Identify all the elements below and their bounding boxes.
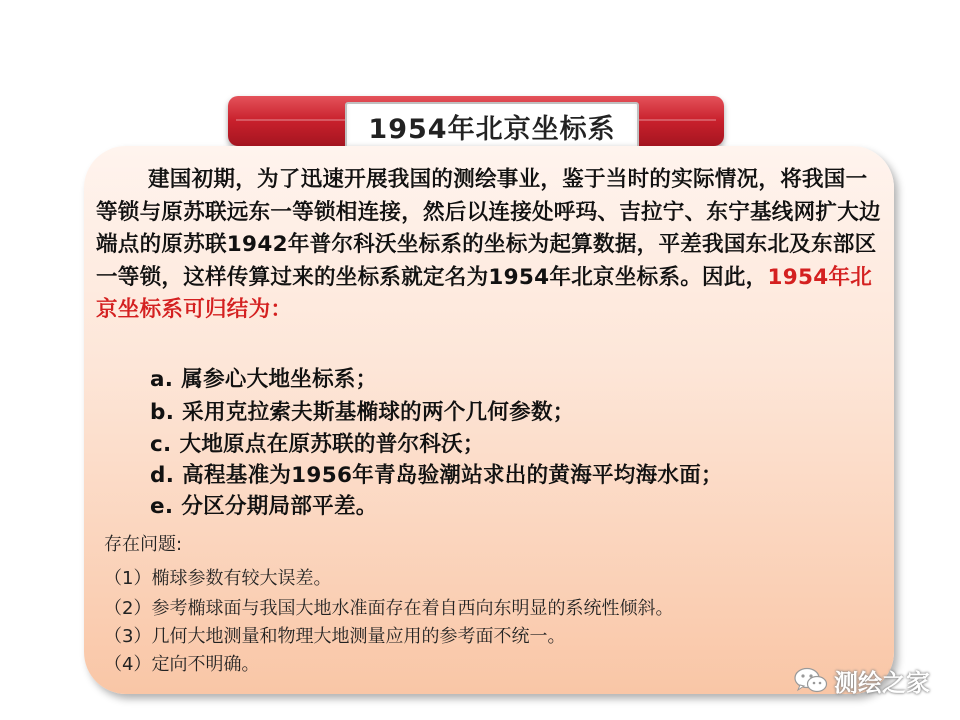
watermark-text: 测绘之家: [834, 669, 930, 697]
list-item-text: 大地原点在原苏联的普尔科沃；: [179, 432, 485, 457]
watermark: [794, 663, 930, 698]
issue-item: （3）几何大地测量和物理大地测量应用的参考面不统一。: [104, 626, 566, 647]
intro-paragraph: [96, 164, 886, 327]
list-item-letter: d.: [150, 463, 175, 488]
issue-item: （1）椭球参数有较大误差。: [104, 568, 332, 589]
list-item: [150, 489, 378, 520]
list-item-letter: e.: [150, 494, 174, 519]
list-item-text: 高程基准为1956年青岛验潮站求出的黄海平均海水面；: [182, 463, 723, 488]
list-item-letter: b.: [150, 400, 175, 425]
list-item-text: 分区分期局部平差。: [181, 494, 378, 519]
list-item: [150, 362, 377, 393]
wechat-icon: [794, 667, 828, 695]
list-item-letter: c.: [150, 432, 172, 457]
intro-highlight-text: 1954年北京坐标系可归结为：: [96, 264, 873, 322]
intro-text: 建国初期，为了迅速开展我国的测绘事业，鉴于当时的实际情况，将我国一等锁与原苏联远东一等锁相连接，然后以连接处呼玛、吉拉宁、东宁基线网扩大边端点的原苏联1942年普尔科沃坐标系的坐标为起算数据，平差我国东北及东部区一等锁，这样传算过来的坐标系就定名为1954年北京坐标系。因此，: [96, 167, 881, 290]
list-item-text: 属参心大地坐标系；: [181, 367, 378, 392]
issue-item: （4）定向不明确。: [104, 654, 260, 675]
list-item: [150, 458, 723, 489]
list-item-letter: a.: [150, 367, 174, 392]
slide-title: 1954年北京坐标系: [368, 113, 616, 145]
issues-heading: 存在问题:: [104, 534, 183, 555]
issue-item: （2）参考椭球面与我国大地水准面存在着自西向东明显的系统性倾斜。: [104, 598, 674, 619]
list-item: [150, 427, 485, 458]
title-box: [345, 102, 639, 150]
list-item: [150, 395, 575, 426]
list-item-text: 采用克拉索夫斯基椭球的两个几何参数；: [182, 400, 575, 425]
